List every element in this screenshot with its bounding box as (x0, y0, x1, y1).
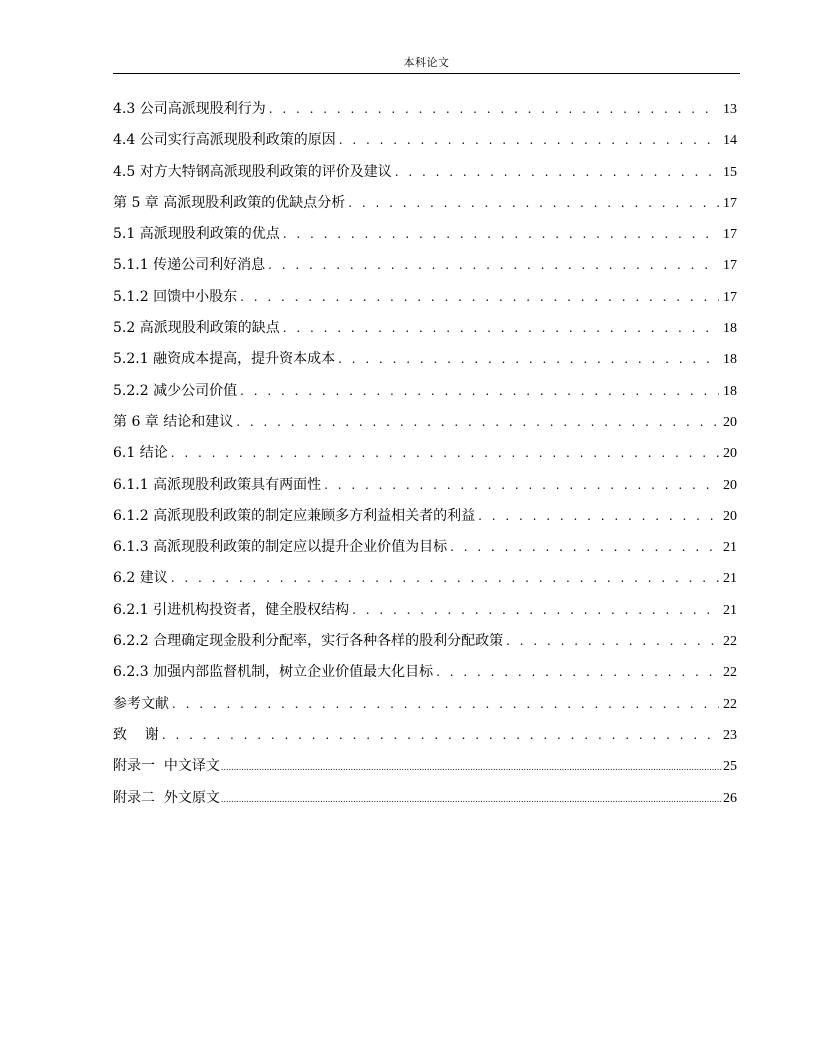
toc-entry-6-1-2[interactable] (113, 506, 737, 537)
toc-entry-5-1-2[interactable] (113, 287, 737, 318)
toc-entry-6-1-3[interactable] (113, 537, 737, 568)
toc-entry-label: 6.1.3 高派现股利政策的制定应以提升企业价值为目标 (113, 539, 448, 556)
toc-page-number: 21 (723, 540, 737, 556)
toc-dot-leader (283, 318, 719, 338)
toc-entry-6-2[interactable] (113, 568, 737, 599)
toc-entry-label: 6.2.1 引进机构投资者，健全股权结构 (113, 601, 350, 618)
toc-entry-label: 4.3 公司高派现股利行为 (113, 101, 266, 117)
toc-page-number: 18 (723, 321, 737, 337)
toc-entry-appendix-2[interactable] (113, 788, 737, 819)
toc-dot-leader (283, 224, 719, 244)
toc-page-number: 22 (723, 696, 737, 712)
toc-entry-label: 参考文献 (113, 695, 169, 712)
toc-entry-label: 附录一 中文译文 (113, 758, 220, 775)
toc-dot-leader (395, 162, 719, 182)
toc-dot-leader (348, 193, 719, 213)
toc-entry-4-4[interactable] (113, 130, 737, 161)
toc-dot-leader (162, 725, 719, 745)
toc-entry-label: 4.4 公司实行高派现股利政策的原因 (113, 132, 336, 149)
toc-entry-chapter-5[interactable] (113, 193, 737, 224)
toc-page-number: 20 (723, 414, 737, 430)
toc-entry-label: 致 谢 (113, 726, 159, 743)
toc-dot-leader (172, 694, 719, 714)
toc-entry-6-1[interactable] (113, 443, 737, 474)
toc-dot-leader (171, 568, 719, 588)
toc-entry-acknowledgements[interactable] (113, 725, 737, 756)
toc-dot-leader (269, 99, 719, 119)
toc-page-number: 26 (723, 790, 737, 806)
toc-page-number: 22 (723, 665, 737, 681)
toc-page-number: 21 (723, 571, 737, 587)
toc-entry-label: 附录二 外文原文 (113, 789, 220, 806)
toc-dot-leader (240, 287, 719, 307)
toc-entry-5-2-2[interactable] (113, 381, 737, 412)
header-rule (113, 73, 740, 74)
toc-page-number: 23 (723, 727, 737, 743)
table-of-contents (113, 99, 737, 819)
toc-dot-leader (478, 506, 719, 526)
toc-entry-label: 5.1.1 传递公司利好消息 (113, 257, 266, 274)
toc-entry-appendix-1[interactable] (113, 756, 737, 787)
toc-entry-4-5[interactable] (113, 162, 737, 193)
toc-page-number: 15 (723, 164, 737, 180)
toc-dot-leader (339, 130, 719, 150)
toc-page-number: 14 (723, 133, 737, 149)
toc-entry-label: 6.1.1 高派现股利政策具有两面性 (113, 476, 322, 493)
toc-page-number: 20 (723, 477, 737, 493)
toc-entry-6-2-2[interactable] (113, 631, 737, 662)
toc-entry-label: 5.1.2 回馈中小股东 (113, 288, 238, 305)
toc-entry-chapter-6[interactable] (113, 412, 737, 443)
toc-dot-leader (506, 631, 719, 651)
toc-page-number: 17 (723, 195, 737, 211)
toc-entry-label: 5.2 高派现股利政策的缺点 (113, 320, 280, 337)
toc-dot-leader (352, 600, 719, 620)
toc-dot-leader (240, 381, 719, 401)
toc-entry-4-3[interactable] (113, 99, 737, 130)
toc-dot-leader (324, 475, 719, 495)
toc-entry-label: 6.2 建议 (113, 570, 168, 587)
toc-entry-5-1[interactable] (113, 224, 737, 255)
toc-page-number: 21 (723, 602, 737, 618)
toc-page-number: 22 (723, 634, 737, 650)
toc-page-number: 20 (723, 446, 737, 462)
toc-dot-leader (450, 537, 719, 557)
toc-dot-leader (338, 349, 719, 369)
toc-entry-label: 6.2.3 加强内部监督机制，树立企业价值最大化目标 (113, 664, 434, 681)
toc-page-number: 18 (723, 352, 737, 368)
running-header: 本科论文 (403, 56, 450, 69)
toc-dot-leader (236, 412, 719, 432)
toc-page-number: 17 (723, 258, 737, 274)
toc-page-number: 18 (723, 383, 737, 399)
toc-entry-label: 6.1.2 高派现股利政策的制定应兼顾多方利益相关者的利益 (113, 507, 476, 524)
toc-entry-label: 5.1 高派现股利政策的优点 (113, 226, 280, 243)
toc-entry-label: 6.1 结论 (113, 445, 168, 462)
toc-entry-label: 5.2.1 融资成本提高，提升资本成本 (113, 351, 336, 368)
toc-dot-leader (221, 758, 721, 778)
toc-entry-6-1-1[interactable] (113, 475, 737, 506)
toc-entry-references[interactable] (113, 694, 737, 725)
toc-dot-leader (436, 662, 719, 682)
toc-entry-label: 4.5 对方大特钢高派现股利政策的评价及建议 (113, 163, 392, 180)
toc-entry-label: 第 6 章 结论和建议 (113, 413, 234, 430)
toc-entry-5-2-1[interactable] (113, 349, 737, 380)
toc-page-number: 17 (723, 227, 737, 243)
toc-page-number: 20 (723, 508, 737, 524)
toc-entry-5-1-1[interactable] (113, 255, 737, 286)
toc-entry-6-2-3[interactable] (113, 662, 737, 693)
toc-page-number: 25 (723, 759, 737, 775)
toc-page-number: 13 (723, 102, 737, 117)
toc-page-number: 17 (723, 289, 737, 305)
toc-entry-label: 6.2.2 合理确定现金股利分配率，实行各种各样的股利分配政策 (113, 633, 504, 650)
toc-dot-leader (221, 790, 721, 810)
toc-dot-leader (171, 443, 719, 463)
toc-entry-label: 第 5 章 高派现股利政策的优缺点分析 (113, 194, 346, 211)
toc-entry-6-2-1[interactable] (113, 600, 737, 631)
toc-dot-leader (268, 255, 719, 275)
toc-entry-label: 5.2.2 减少公司价值 (113, 382, 238, 399)
toc-entry-5-2[interactable] (113, 318, 737, 349)
